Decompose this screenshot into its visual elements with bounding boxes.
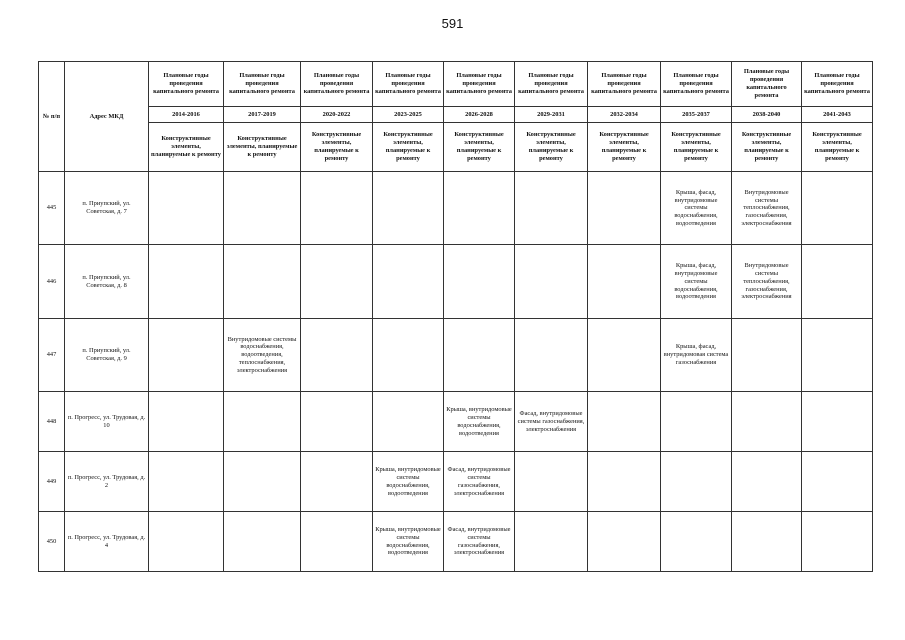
period-subheader: Конструктивные элементы, планируемые к ремонту [444, 123, 515, 172]
period-years: 2023-2025 [373, 107, 444, 123]
period-years: 2014-2016 [149, 107, 224, 123]
repair-cell: Крыша, внутридомовые системы водоснабжения, водоотведения [373, 512, 444, 572]
repair-cell [373, 172, 444, 245]
row-number: 445 [39, 172, 65, 245]
period-title: Плановые годы проведения капитального ремонта [802, 62, 873, 107]
repair-cell [802, 172, 873, 245]
repair-cell [515, 172, 588, 245]
repair-cell [224, 452, 301, 512]
period-years: 2026-2028 [444, 107, 515, 123]
repair-cell [301, 392, 373, 452]
repair-cell [802, 318, 873, 391]
period-subheader: Конструктивные элементы, планируемые к ремонту [373, 123, 444, 172]
repair-cell [301, 245, 373, 318]
repair-cell [301, 318, 373, 391]
repair-cell [301, 512, 373, 572]
repair-cell [732, 512, 802, 572]
repair-cell: Внутридомовые системы теплоснабжения, газоснабжения, электроснабжения [732, 245, 802, 318]
period-subheader: Конструктивные элементы, планируемые к ремонту [224, 123, 301, 172]
row-address: п. Прогресс, ул. Трудовая, д. 4 [65, 512, 149, 572]
repair-cell [732, 318, 802, 391]
table-row [39, 452, 873, 512]
column-header-address: Адрес МКД [65, 62, 149, 172]
repair-cell [732, 452, 802, 512]
row-number: 450 [39, 512, 65, 572]
table-row [39, 318, 873, 391]
table-row [39, 392, 873, 452]
column-header-number: № п/п [39, 62, 65, 172]
period-title: Плановые годы проведения капитального ремонта [149, 62, 224, 107]
repair-cell [661, 452, 732, 512]
repair-cell [149, 172, 224, 245]
repair-cell [588, 392, 661, 452]
repair-cell [588, 172, 661, 245]
repair-cell: Фасад, внутридомовые системы газоснабжения, электроснабжения [444, 512, 515, 572]
row-number: 448 [39, 392, 65, 452]
repair-cell [224, 245, 301, 318]
table-row [39, 172, 873, 245]
period-subheader: Конструктивные элементы, планируемые к ремонту [515, 123, 588, 172]
row-address: п. Приупский, ул. Советская, д. 8 [65, 245, 149, 318]
repair-cell: Фасад, внутридомовые системы газоснабжения, электроснабжения [515, 392, 588, 452]
repair-cell [661, 392, 732, 452]
page-number: 591 [441, 16, 464, 31]
repair-cell [588, 245, 661, 318]
repair-cell: Крыша, фасад, внутридомовые системы водоснабжения, водоотведения [661, 172, 732, 245]
period-subheader: Конструктивные элементы, планируемые к ремонту [588, 123, 661, 172]
period-years: 2029-2031 [515, 107, 588, 123]
row-number: 447 [39, 318, 65, 391]
capital-repair-table [38, 61, 873, 572]
period-years: 2017-2019 [224, 107, 301, 123]
period-title: Плановые годы проведения капитального ремонта [661, 62, 732, 107]
period-title: Плановые годы проведения капитального ремонта [373, 62, 444, 107]
period-years: 2041-2043 [802, 107, 873, 123]
period-subheader: Конструктивные элементы, планируемые к ремонту [661, 123, 732, 172]
repair-cell [373, 392, 444, 452]
repair-cell [444, 172, 515, 245]
table-row [39, 512, 873, 572]
repair-cell: Фасад, внутридомовые системы газоснабжения, электроснабжения [444, 452, 515, 512]
repair-cell [224, 392, 301, 452]
repair-cell [802, 512, 873, 572]
period-subheader: Конструктивные элементы, планируемые к ремонту [802, 123, 873, 172]
repair-cell [588, 512, 661, 572]
repair-cell [149, 452, 224, 512]
repair-cell [732, 392, 802, 452]
repair-cell [444, 245, 515, 318]
repair-cell [515, 512, 588, 572]
row-address: п. Приупский, ул. Советская, д. 9 [65, 318, 149, 391]
repair-cell: Внутридомовые системы водоснабжения, водоотведения, теплоснабжения, электроснабжения [224, 318, 301, 391]
repair-cell [149, 318, 224, 391]
period-subheader: Конструктивные элементы, планируемые к ремонту [732, 123, 802, 172]
repair-cell [802, 392, 873, 452]
period-years: 2035-2037 [661, 107, 732, 123]
period-years: 2020-2022 [301, 107, 373, 123]
header-title-row [39, 62, 873, 107]
repair-cell: Внутридомовые системы теплоснабжения, газоснабжения, электроснабжения [732, 172, 802, 245]
row-number: 449 [39, 452, 65, 512]
repair-cell [515, 245, 588, 318]
period-years: 2038-2040 [732, 107, 802, 123]
repair-cell [149, 512, 224, 572]
header-years-row [39, 107, 873, 123]
repair-cell [149, 245, 224, 318]
row-address: п. Приупский, ул. Советская, д. 7 [65, 172, 149, 245]
repair-cell: Крыша, внутридомовые системы водоснабжения, водоотведения [444, 392, 515, 452]
repair-cell [515, 452, 588, 512]
period-subheader: Конструктивные элементы, планируемые к ремонту [149, 123, 224, 172]
row-address: п. Прогресс, ул. Трудовая, д. 10 [65, 392, 149, 452]
period-subheader: Конструктивные элементы, планируемые к ремонту [301, 123, 373, 172]
period-title: Плановые годы проведения капитального ремонта [301, 62, 373, 107]
repair-cell [149, 392, 224, 452]
period-years: 2032-2034 [588, 107, 661, 123]
header-sub-row [39, 123, 873, 172]
repair-cell [588, 318, 661, 391]
period-title: Плановые годы проведения капитального ремонта [444, 62, 515, 107]
repair-cell [444, 318, 515, 391]
repair-cell [301, 172, 373, 245]
repair-cell [802, 245, 873, 318]
repair-cell [301, 452, 373, 512]
row-number: 446 [39, 245, 65, 318]
repair-cell [224, 512, 301, 572]
repair-cell [802, 452, 873, 512]
repair-cell: Крыша, внутридомовые системы водоснабжения, водоотведения [373, 452, 444, 512]
period-title: Плановые годы проведения капитального ремонта [732, 62, 802, 107]
period-title: Плановые годы проведения капитального ремонта [224, 62, 301, 107]
repair-cell [515, 318, 588, 391]
repair-cell [661, 512, 732, 572]
repair-cell: Крыша, фасад, внутридомовая система газоснабжения [661, 318, 732, 391]
repair-cell [373, 245, 444, 318]
period-title: Плановые годы проведения капитального ремонта [588, 62, 661, 107]
repair-cell [224, 172, 301, 245]
table-row [39, 245, 873, 318]
repair-cell: Крыша, фасад, внутридомовые системы водоснабжения, водоотведения [661, 245, 732, 318]
repair-cell [588, 452, 661, 512]
repair-cell [373, 318, 444, 391]
row-address: п. Прогресс, ул. Трудовая, д. 2 [65, 452, 149, 512]
period-title: Плановые годы проведения капитального ремонта [515, 62, 588, 107]
